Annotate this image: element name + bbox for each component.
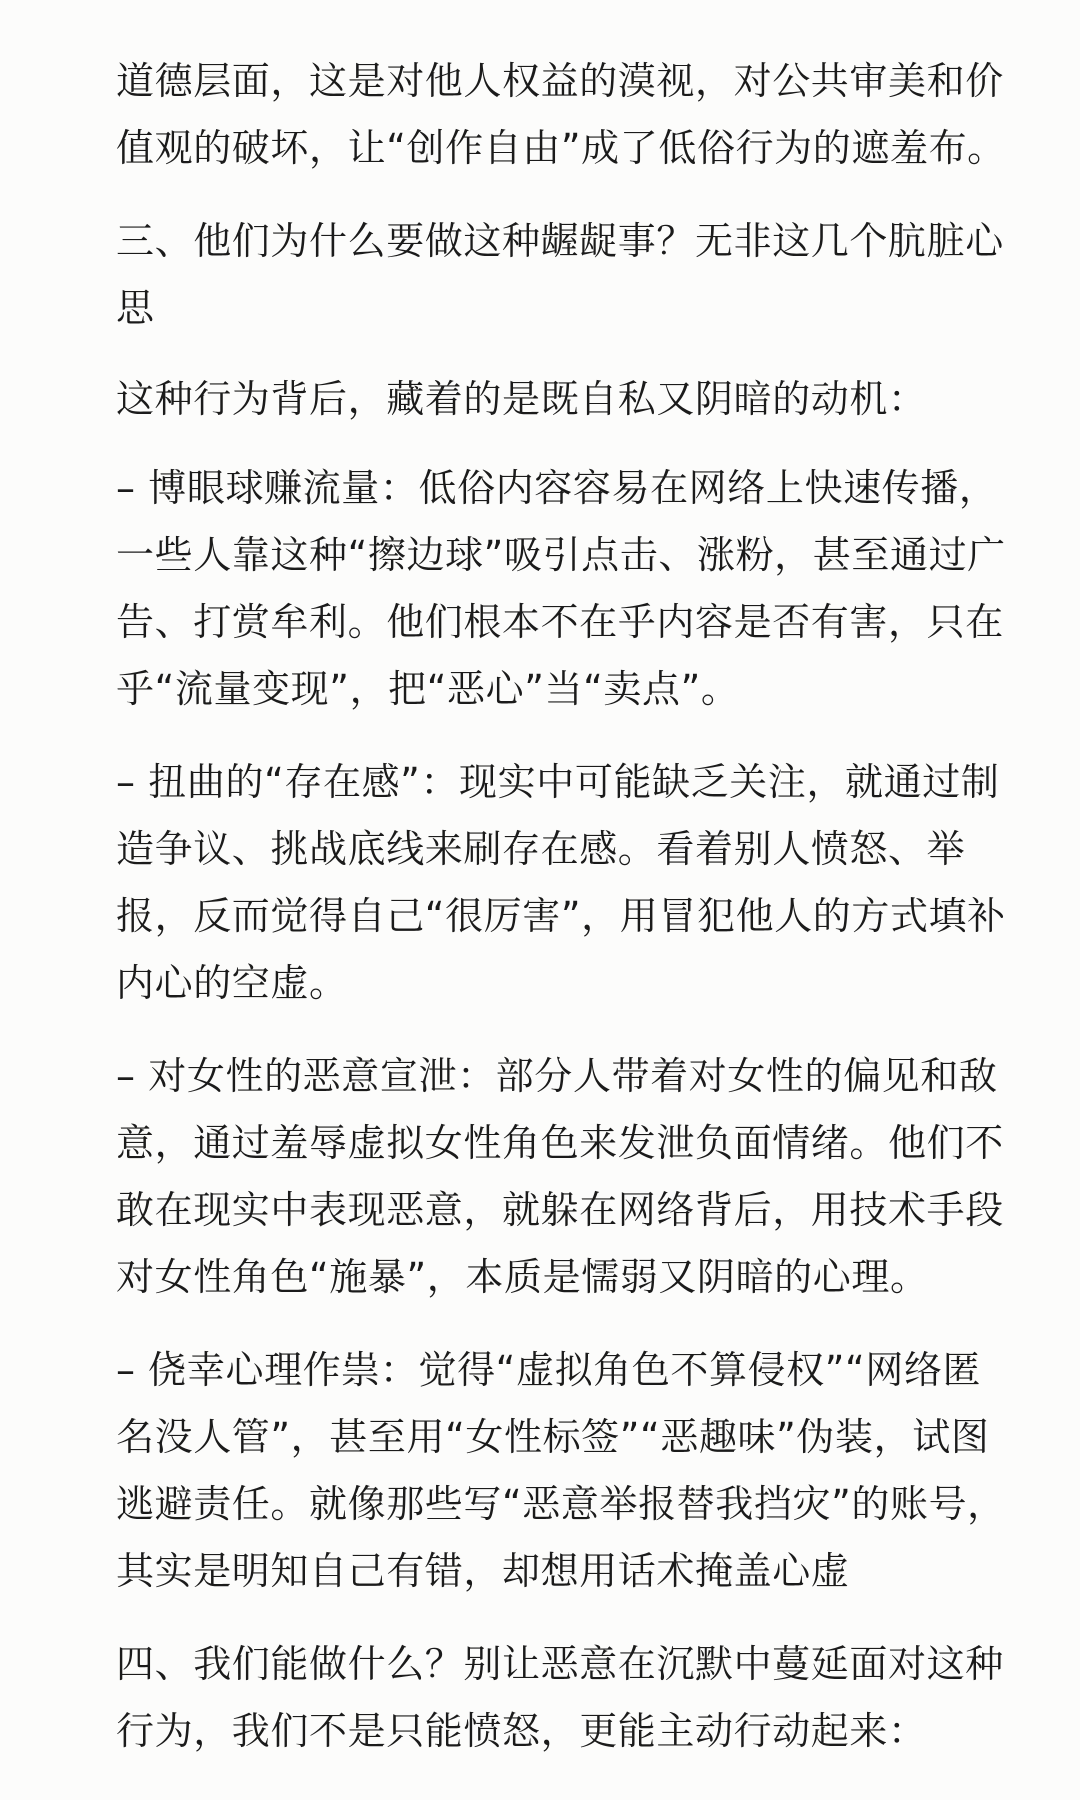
bullet-item-presence: – 扭曲的“存在感”：现实中可能缺乏关注，就通过制造争议、挑战底线来刷存在感。看着别人愤怒、举报，反而觉得自己“很厉害”，用冒犯他人的方式填补内心的空虚。 [116, 760, 1006, 1005]
bullet-item-luck: – 侥幸心理作祟：觉得“虚拟角色不算侵权”“网络匿名没人管”，甚至用“女性标签”“恶趣味”伪装，试图逃避责任。就像那些写“恶意举报替我挡灾”的账号，其实是明知自己有错，却想用话术掩盖心虚 [116, 1348, 1006, 1593]
section-3-intro: 这种行为背后，藏着的是既自私又阴暗的动机： [116, 377, 927, 421]
bullet-item-malice: – 对女性的恶意宣泄：部分人带着对女性的偏见和敌意，通过羞辱虚拟女性角色来发泄负面情绪。他们不敢在现实中表现恶意，就躲在网络背后，用技术手段对女性角色“施暴”，本质是懦弱又阴暗的心理。 [116, 1054, 1004, 1299]
paragraph-intro: 道德层面，这是对他人权益的漠视，对公共审美和价值观的破坏，让“创作自由”成了低俗行为的遮羞布。 [116, 59, 1006, 170]
bullet-item-attention: – 博眼球赚流量：低俗内容容易在网络上快速传播，一些人靠这种“擦边球”吸引点击、涨粉，甚至通过广告、打赏牟利。他们根本不在乎内容是否有害，只在乎“流量变现”，把“恶心”当“卖点”。 [116, 466, 1006, 711]
section-3-heading: 三、他们为什么要做这种龌龊事？无非这几个肮脏心思 [116, 219, 1004, 330]
section-4-heading: 四、我们能做什么？别让恶意在沉默中蔓延面对这种行为，我们不是只能愤怒，更能主动行动起来： [116, 1642, 1004, 1753]
